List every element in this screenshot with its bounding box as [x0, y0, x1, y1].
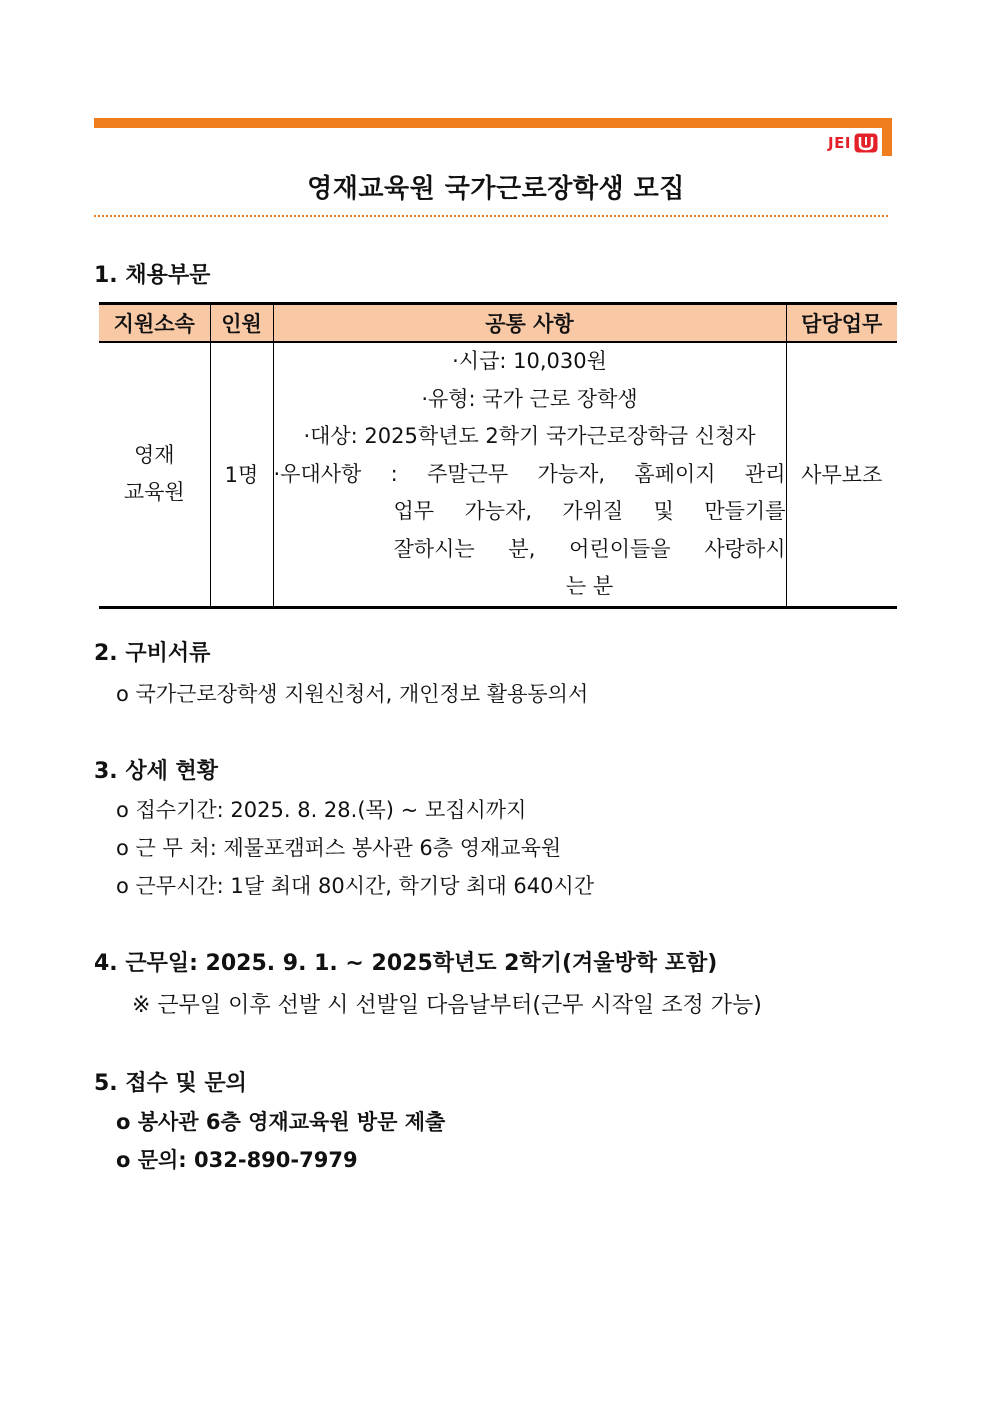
- header-orange-bar: [94, 118, 892, 128]
- common-line-preference-cont3: 는 분: [565, 574, 614, 598]
- section2-heading: 2. 구비서류: [94, 641, 211, 666]
- header-orange-side-bar: [882, 118, 892, 156]
- header-common: 공통 사항: [273, 304, 786, 343]
- header-dept: 지원소속: [99, 304, 210, 343]
- header-duty: 담당업무: [786, 304, 897, 343]
- table-row: [99, 342, 897, 607]
- cell-count: 1명: [210, 342, 273, 607]
- dept-line2: 교육원: [123, 480, 185, 505]
- section1-heading: 1. 채용부문: [94, 263, 211, 288]
- common-line-preference-cont2: 잘하시는 분, 어린이들을 사랑하시: [393, 536, 786, 561]
- section4-heading: 4. 근무일: 2025. 9. 1. ~ 2025학년도 2학기(겨울방학 포함): [94, 951, 718, 976]
- jei-logo: [828, 132, 878, 154]
- title-divider: [94, 215, 888, 217]
- section5-item-submit: o 봉사관 6층 영재교육원 방문 제출: [116, 1110, 446, 1134]
- common-line-preference-cont1: 업무 가능자, 가위질 및 만들기를: [393, 499, 786, 523]
- common-line-type: ·유형: 국가 근로 장학생: [421, 386, 638, 411]
- table-header-row: [99, 304, 897, 343]
- section3-heading: 3. 상세 현황: [94, 759, 218, 784]
- section3-item-location: o 근 무 처: 제물포캠퍼스 봉사관 6층 영재교육원: [116, 836, 562, 860]
- section3-item-hours: o 근무시간: 1달 최대 80시간, 학기당 최대 640시간: [116, 874, 595, 898]
- section4-note: ※ 근무일 이후 선발 시 선발일 다음날부터(근무 시작일 조정 가능): [132, 993, 762, 1018]
- page-title: 영재교육원 국가근로장학생 모집: [307, 174, 685, 204]
- section5-item-contact: o 문의: 032-890-7979: [116, 1148, 358, 1172]
- jei-logo-mark-icon: [854, 133, 878, 153]
- logo-text: JEI: [828, 134, 851, 152]
- recruit-table: [99, 302, 897, 609]
- cell-duty: 사무보조: [786, 342, 897, 607]
- cell-common: [273, 342, 786, 607]
- dept-line1: 영재: [133, 443, 175, 468]
- common-line-wage: ·시급: 10,030원: [452, 349, 607, 373]
- section3-item-period: o 접수기간: 2025. 8. 28.(목) ~ 모집시까지: [116, 798, 527, 822]
- header-count: 인원: [210, 304, 273, 343]
- common-line-preference: ·우대사항 : 주말근무 가능자, 홈페이지 관리: [273, 461, 786, 486]
- common-line-target: ·대상: 2025학년도 2학기 국가근로장학금 신청자: [303, 424, 756, 448]
- section5-heading: 5. 접수 및 문의: [94, 1071, 247, 1096]
- section2-item: o 국가근로장학생 지원신청서, 개인정보 활용동의서: [116, 682, 589, 706]
- cell-dept: [99, 342, 210, 607]
